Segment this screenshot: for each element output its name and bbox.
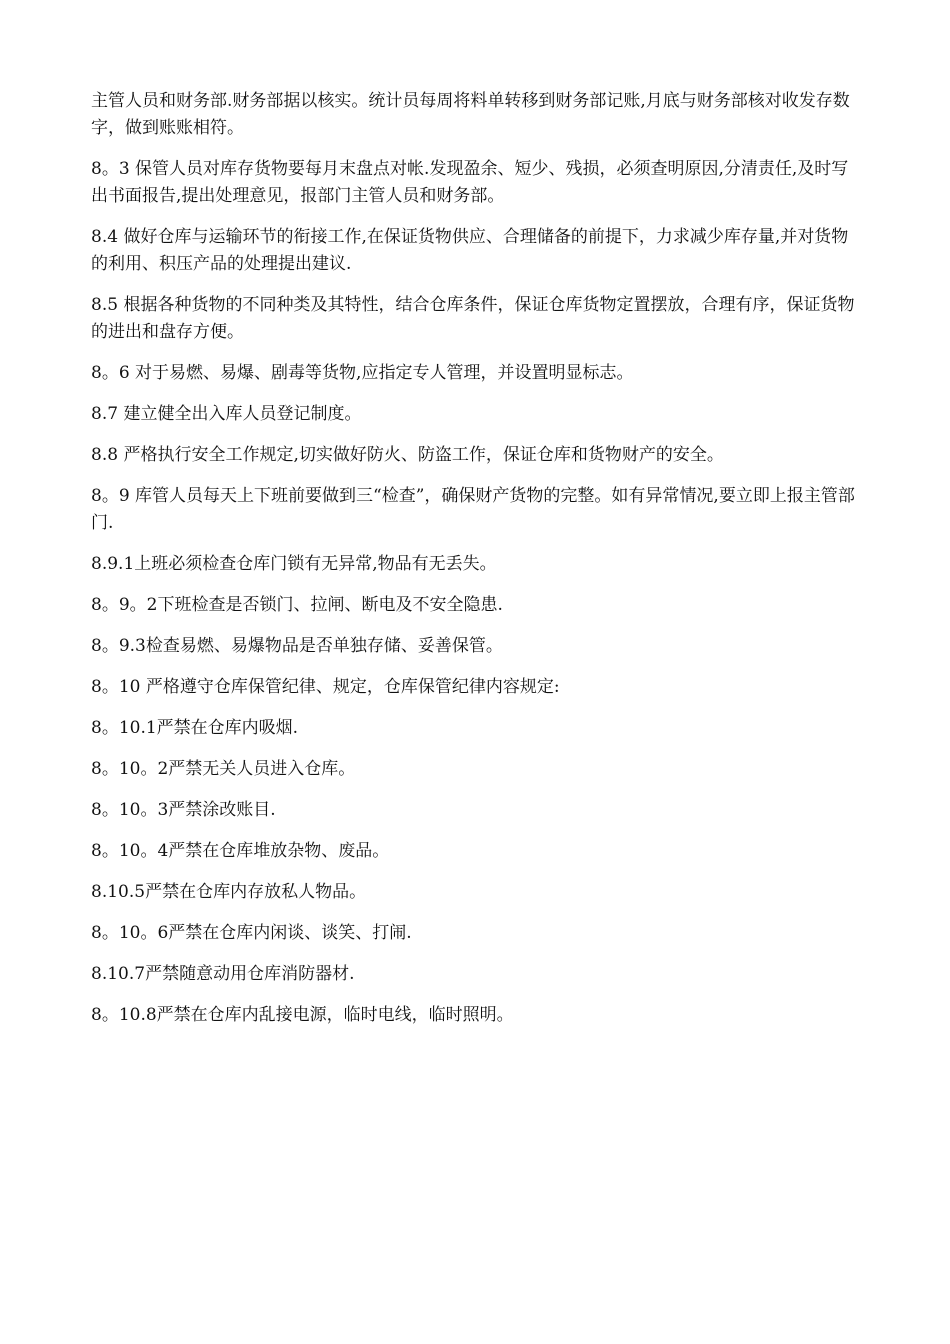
paragraph-13: 8。10.1严禁在仓库内吸烟. [91, 718, 299, 738]
paragraph-5: 8。6 对于易燃、易爆、剧毒等货物,应指定专人管理，并设置明显标志。 [91, 363, 634, 383]
paragraph-17: 8.10.5严禁在仓库内存放私人物品。 [91, 882, 367, 902]
paragraph-18: 8。10。6严禁在仓库内闲谈、谈笑、打闹. [91, 923, 412, 943]
paragraph-16: 8。10。4严禁在仓库堆放杂物、废品。 [91, 841, 390, 861]
paragraph-20: 8。10.8严禁在仓库内乱接电源，临时电线，临时照明。 [91, 1005, 514, 1025]
paragraph-15: 8。10。3严禁涂改账目. [91, 800, 276, 820]
paragraph-10: 8。9。2下班检查是否锁门、拉闸、断电及不安全隐患. [91, 595, 503, 615]
paragraph-9: 8.9.1上班必须检查仓库门锁有无异常,物品有无丢失。 [91, 554, 497, 574]
paragraph-6: 8.7 建立健全出入库人员登记制度。 [91, 404, 362, 424]
paragraph-7: 8.8 严格执行安全工作规定,切实做好防火、防盗工作，保证仓库和货物财产的安全。 [91, 445, 724, 465]
paragraph-11: 8。9.3检查易燃、易爆物品是否单独存储、妥善保管。 [91, 636, 503, 656]
paragraph-19: 8.10.7严禁随意动用仓库消防器材. [91, 964, 355, 984]
paragraph-12: 8。10 严格遵守仓库保管纪律、规定，仓库保管纪律内容规定: [91, 677, 560, 697]
paragraph-4: 8.5 根据各种货物的不同种类及其特性，结合仓库条件，保证仓库货物定置摆放，合理有序，保证货物的进出和盘存方便。 [91, 295, 855, 342]
paragraph-8: 8。9 库管人员每天上下班前要做到三“检查”，确保财产货物的完整。如有异常情况,要立即上报主管部门. [91, 486, 855, 533]
paragraph-1: 主管人员和财务部.财务部据以核实。统计员每周将料单转移到财务部记账,月底与财务部核对收发存数字，做到账账相符。 [91, 91, 850, 138]
paragraph-14: 8。10。2严禁无关人员进入仓库。 [91, 759, 356, 779]
document-body [91, 88, 863, 1043]
paragraph-3: 8.4 做好仓库与运输环节的衔接工作,在保证货物供应、合理储备的前提下，力求减少库存量,并对货物的利用、积压产品的处理提出建议. [91, 227, 849, 274]
paragraph-2: 8。3 保管人员对库存货物要每月末盘点对帐.发现盈余、短少、残损，必须查明原因,分清责任,及时写出书面报告,提出处理意见，报部门主管人员和财务部。 [91, 159, 849, 206]
